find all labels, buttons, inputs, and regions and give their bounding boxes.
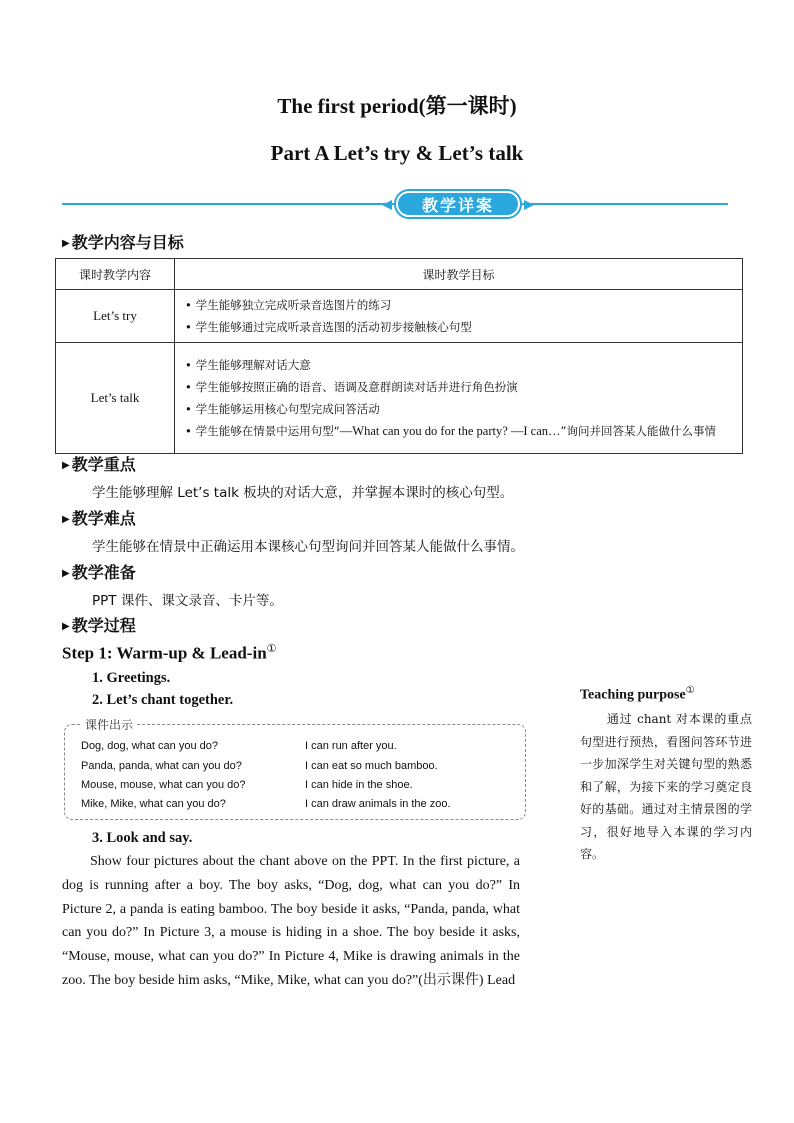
table-header-goals: 课时教学目标: [175, 259, 743, 290]
table-row: [56, 343, 743, 454]
chant-answer: I can eat so much bamboo.: [305, 760, 438, 772]
table-row: [56, 290, 743, 343]
section-banner: [62, 190, 728, 218]
chant-answer: I can run after you.: [305, 740, 397, 752]
chant-question: Panda, panda, what can you do?: [81, 760, 242, 772]
goal-item: • 学生能够按照正确的语音、语调及意群朗读对话并进行角色扮演: [185, 376, 734, 398]
page-title: The first period(第一课时): [277, 94, 517, 118]
table-header-row: [56, 259, 743, 290]
heading-process: ▶ 教学过程: [62, 616, 136, 635]
table-cell-goals: [175, 343, 743, 454]
step1-item-chant: 2. Let’s chant together.: [92, 692, 234, 708]
triangle-icon: ▶: [62, 514, 70, 525]
chant-question: Dog, dog, what can you do?: [81, 740, 218, 752]
banner-pill: [388, 191, 528, 217]
triangle-icon: ▶: [62, 568, 70, 579]
goal-item: • 学生能够通过完成听录音选图的活动初步接触核心句型: [185, 316, 734, 338]
triangle-icon: ▶: [62, 460, 70, 471]
goal-item: • 学生能够运用核心句型完成问答活动: [185, 398, 734, 420]
goals-table: [55, 258, 743, 454]
goal-item: • 学生能够在情景中运用句型“—What can you do for the party? —I can…”询问并回答某人能做什么事情: [185, 420, 734, 442]
chant-answer: I can hide in the shoe.: [305, 779, 413, 791]
chant-box: [64, 718, 526, 820]
goal-item: • 学生能够独立完成听录音选图片的练习: [185, 294, 734, 316]
chant-tag: 课件出示: [81, 716, 137, 733]
heading-difficulties: ▶ 教学难点: [62, 509, 136, 528]
preparation-text: PPT 课件、课文录音、卡片等。: [92, 593, 283, 609]
banner-wing-left: [382, 200, 392, 210]
banner-label: 教学详案: [396, 191, 520, 217]
sidebar-title: Teaching purpose①: [580, 685, 695, 703]
lesson-paragraph: Show four pictures about the chant above on the PPT. In the first picture, a dog is running after a boy. The boy asks, “Dog, dog, what can you do?” In Picture 2, a panda is eating bamboo. The boy beside it asks, “Panda, panda, what can you do?” In Picture 3, a mouse is hiding in a shoe. The boy beside it asks, “Mouse, mouse, what can you do?” In Picture 4, Mike is drawing animals in the zoo. The boy beside him asks, “Mike, Mike, what can you do?”(出示课件) Lead: [62, 854, 520, 988]
table-header-content: 课时教学内容: [56, 259, 175, 290]
page-subtitle: Part A Let’s try & Let’s talk: [270, 141, 524, 165]
table-cell-content: Let’s try: [56, 290, 175, 343]
heading-key-points: ▶ 教学重点: [62, 455, 136, 474]
step1-item-greetings: 1. Greetings.: [92, 670, 171, 686]
key-points-text: 学生能够理解 Let’s talk 板块的对话大意，并掌握本课时的核心句型。: [92, 485, 514, 501]
sidebar-text: 通过 chant 对本课的重点句型进行预热，看图问答环节进一步加深学生对关键句型的熟悉和了解，为接下来的学习奠定良好的基础。通过对主情景图的学习，很好地导入本课的学习内容。: [580, 712, 752, 861]
chant-answer: I can draw animals in the zoo.: [305, 798, 451, 810]
triangle-icon: ▶: [62, 621, 70, 632]
chant-question: Mike, Mike, what can you do?: [81, 798, 226, 810]
step1-item-look-say: 3. Look and say.: [92, 830, 193, 846]
difficulties-text: 学生能够在情景中正确运用本课核心句型询问并回答某人能做什么事情。: [92, 539, 524, 555]
banner-wing-right: [524, 200, 534, 210]
goal-item: • 学生能够理解对话大意: [185, 354, 734, 376]
step1-title: Step 1: Warm-up & Lead-in①: [62, 643, 277, 663]
chant-question: Mouse, mouse, what can you do?: [81, 779, 246, 791]
table-cell-content: Let’s talk: [56, 343, 175, 454]
table-cell-goals: [175, 290, 743, 343]
heading-content-goals: ▶ 教学内容与目标: [62, 233, 184, 252]
triangle-icon: ▶: [62, 238, 70, 249]
heading-preparation: ▶ 教学准备: [62, 563, 136, 582]
